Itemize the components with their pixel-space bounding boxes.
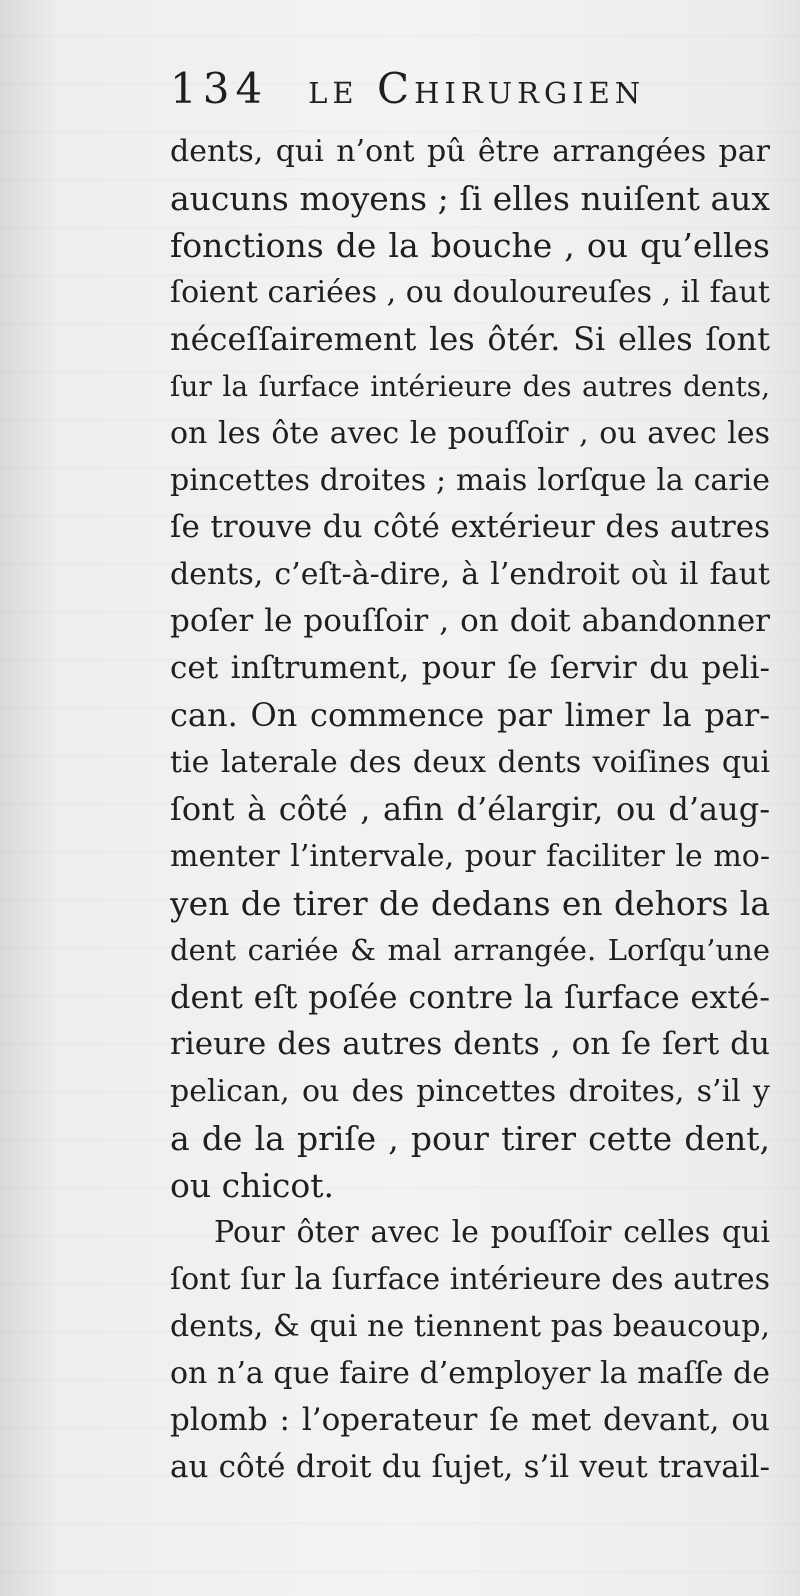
text-line: dents, c’eſt-à-dire, à l’endroit où il faut (170, 557, 770, 592)
text-line: ſoient cariées , ou douloureuſes , il faut (170, 275, 770, 310)
paragraph-start-line: Pour ôter avec le pouſſoir celles qui (214, 1215, 770, 1250)
text-line: ſur la ſurface intérieure des autres dents, (170, 370, 770, 403)
text-line: a de la priſe , pour tirer cette dent, (170, 1119, 770, 1158)
text-line: cet inſtrument, pour ſe ſervir du peli- (170, 650, 770, 686)
text-line: ſont à côté , afin d’élargir, ou d’aug- (170, 790, 770, 828)
text-line: rieure des autres dents , on ſe ſert du (170, 1026, 770, 1062)
text-line: poſer le pouſſoir , on doit abandonner (170, 603, 770, 639)
text-line: can. On commence par limer la par- (170, 696, 770, 734)
text-line: ſe trouve du côté extérieur des autres (170, 509, 770, 545)
text-line: pelican, ou des pincettes droites, s’il y (170, 1074, 770, 1109)
text-line: plomb : l’operateur ſe met devant, ou (170, 1402, 770, 1438)
text-line: menter l’intervale, pour faciliter le mo- (170, 839, 770, 874)
text-line: dents, qui n’ont pû être arrangées par (170, 134, 770, 169)
body-text (170, 128, 770, 1491)
text-line: au côté droit du ſujet, s’il veut travail- (170, 1449, 770, 1485)
text-line: on les ôte avec le pouſſoir , ou avec les (170, 416, 770, 451)
paragraph-end-line: ou chicot. (170, 1166, 335, 1205)
text-line: on n’a que faire d’employer la maſſe de (170, 1356, 770, 1391)
text-line: néceſſairement les ôtér. Si elles ſont (170, 320, 770, 358)
text-line: yen de tirer de dedans en dehors la (170, 884, 770, 923)
text-line: tie laterale des deux dents voiſines qui (170, 745, 770, 780)
text-line: aucuns moyens ; ſi elles nuiſent aux (170, 179, 770, 218)
text-line: dents, & qui ne tiennent pas beaucoup, (170, 1309, 770, 1344)
text-line: fonctions de la bouche , ou qu’elles (170, 226, 770, 265)
text-line: dent eſt poſée contre la ſurface exté- (170, 978, 770, 1016)
text-line: ſont ſur la ſurface intérieure des autres (170, 1262, 770, 1297)
page-header (170, 64, 770, 124)
running-title: le Chirurgien (308, 64, 646, 113)
text-line: pincettes droites ; mais lorſque la carie (170, 463, 770, 498)
page-number: 134 (170, 64, 269, 113)
text-line: dent cariée & mal arrangée. Lorſqu’une (170, 933, 770, 967)
